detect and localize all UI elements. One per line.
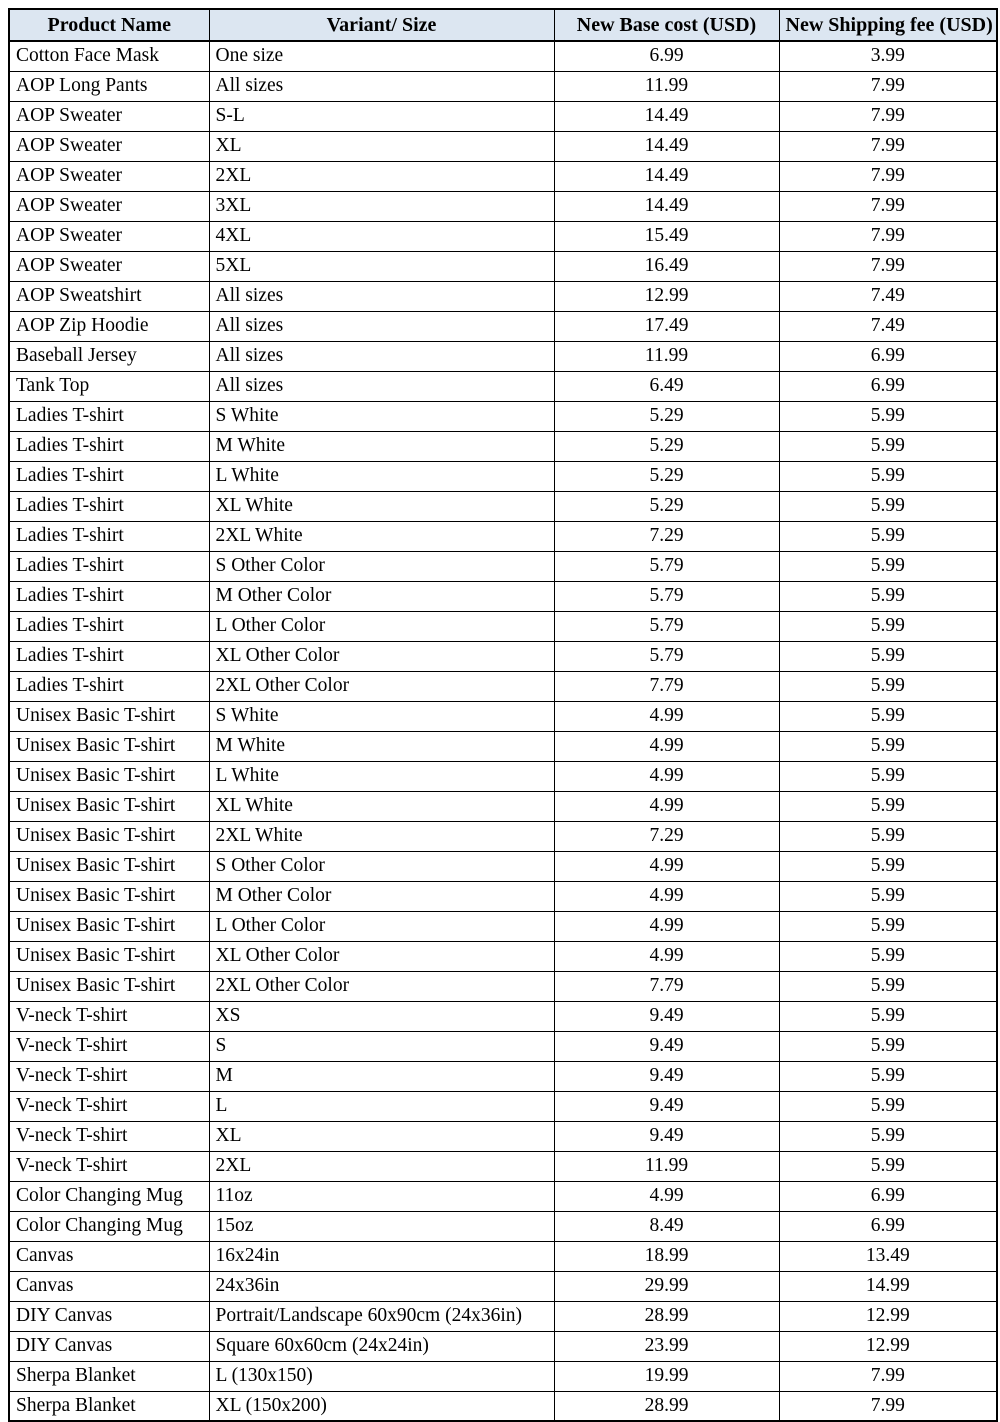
cell-variant-size: S Other Color	[209, 551, 554, 581]
table-row	[9, 701, 997, 731]
cell-variant-size: All sizes	[209, 371, 554, 401]
cell-product-name: Unisex Basic T-shirt	[9, 881, 209, 911]
cell-variant-size: 2XL Other Color	[209, 971, 554, 1001]
cell-new-base-cost: 4.99	[554, 761, 779, 791]
table-row	[9, 221, 997, 251]
cell-new-base-cost: 7.79	[554, 671, 779, 701]
cell-variant-size: L Other Color	[209, 911, 554, 941]
cell-new-shipping-fee: 5.99	[779, 581, 997, 611]
table-row	[9, 1001, 997, 1031]
cell-new-shipping-fee: 3.99	[779, 41, 997, 71]
cell-variant-size: Square 60x60cm (24x24in)	[209, 1331, 554, 1361]
table-row	[9, 131, 997, 161]
cell-new-base-cost: 4.99	[554, 881, 779, 911]
cell-variant-size: XL	[209, 1121, 554, 1151]
cell-new-shipping-fee: 5.99	[779, 611, 997, 641]
cell-new-base-cost: 5.29	[554, 431, 779, 461]
table-header-row	[9, 9, 997, 41]
cell-product-name: AOP Zip Hoodie	[9, 311, 209, 341]
cell-new-shipping-fee: 5.99	[779, 821, 997, 851]
cell-product-name: Unisex Basic T-shirt	[9, 731, 209, 761]
cell-product-name: Unisex Basic T-shirt	[9, 941, 209, 971]
table-row	[9, 1301, 997, 1331]
cell-product-name: Color Changing Mug	[9, 1211, 209, 1241]
cell-new-base-cost: 5.79	[554, 551, 779, 581]
cell-variant-size: 16x24in	[209, 1241, 554, 1271]
cell-product-name: Canvas	[9, 1271, 209, 1301]
cell-new-base-cost: 14.49	[554, 161, 779, 191]
cell-new-base-cost: 7.29	[554, 521, 779, 551]
cell-new-shipping-fee: 5.99	[779, 491, 997, 521]
cell-new-shipping-fee: 5.99	[779, 701, 997, 731]
cell-new-base-cost: 9.49	[554, 1121, 779, 1151]
cell-new-base-cost: 14.49	[554, 191, 779, 221]
cell-variant-size: 2XL White	[209, 521, 554, 551]
cell-new-shipping-fee: 7.99	[779, 191, 997, 221]
cell-new-shipping-fee: 6.99	[779, 371, 997, 401]
cell-variant-size: Portrait/Landscape 60x90cm (24x36in)	[209, 1301, 554, 1331]
cell-product-name: Unisex Basic T-shirt	[9, 821, 209, 851]
table-row	[9, 1391, 997, 1421]
table-row	[9, 191, 997, 221]
table-row	[9, 1181, 997, 1211]
cell-new-base-cost: 12.99	[554, 281, 779, 311]
cell-product-name: Sherpa Blanket	[9, 1361, 209, 1391]
cell-variant-size: 2XL	[209, 1151, 554, 1181]
cell-new-shipping-fee: 7.49	[779, 281, 997, 311]
cell-product-name: Ladies T-shirt	[9, 671, 209, 701]
table-row	[9, 641, 997, 671]
table-row	[9, 881, 997, 911]
table-row	[9, 611, 997, 641]
table-row	[9, 401, 997, 431]
cell-new-base-cost: 4.99	[554, 941, 779, 971]
cell-new-base-cost: 29.99	[554, 1271, 779, 1301]
cell-new-base-cost: 5.29	[554, 461, 779, 491]
cell-variant-size: 5XL	[209, 251, 554, 281]
cell-new-shipping-fee: 5.99	[779, 521, 997, 551]
cell-variant-size: 15oz	[209, 1211, 554, 1241]
cell-variant-size: All sizes	[209, 311, 554, 341]
table-row	[9, 461, 997, 491]
cell-new-shipping-fee: 7.99	[779, 1361, 997, 1391]
cell-new-shipping-fee: 7.99	[779, 131, 997, 161]
cell-product-name: Ladies T-shirt	[9, 551, 209, 581]
table-row	[9, 1091, 997, 1121]
cell-new-base-cost: 9.49	[554, 1091, 779, 1121]
cell-new-shipping-fee: 13.49	[779, 1241, 997, 1271]
cell-product-name: Ladies T-shirt	[9, 431, 209, 461]
cell-new-shipping-fee: 7.99	[779, 221, 997, 251]
cell-new-shipping-fee: 6.99	[779, 1211, 997, 1241]
column-header-product-name: Product Name	[9, 9, 209, 41]
cell-new-base-cost: 28.99	[554, 1301, 779, 1331]
table-row	[9, 941, 997, 971]
cell-variant-size: L White	[209, 461, 554, 491]
cell-product-name: AOP Sweatshirt	[9, 281, 209, 311]
cell-product-name: Ladies T-shirt	[9, 641, 209, 671]
cell-variant-size: All sizes	[209, 281, 554, 311]
cell-variant-size: 2XL White	[209, 821, 554, 851]
table-row	[9, 551, 997, 581]
table-row	[9, 911, 997, 941]
cell-new-shipping-fee: 5.99	[779, 761, 997, 791]
table-row	[9, 791, 997, 821]
cell-new-shipping-fee: 5.99	[779, 881, 997, 911]
cell-product-name: Unisex Basic T-shirt	[9, 791, 209, 821]
cell-product-name: V-neck T-shirt	[9, 1061, 209, 1091]
cell-new-base-cost: 4.99	[554, 731, 779, 761]
table-row	[9, 1211, 997, 1241]
table-row	[9, 371, 997, 401]
cell-product-name: V-neck T-shirt	[9, 1091, 209, 1121]
cell-new-base-cost: 4.99	[554, 851, 779, 881]
cell-new-shipping-fee: 5.99	[779, 671, 997, 701]
cell-new-shipping-fee: 5.99	[779, 1031, 997, 1061]
cell-variant-size: L Other Color	[209, 611, 554, 641]
cell-new-base-cost: 18.99	[554, 1241, 779, 1271]
cell-variant-size: M	[209, 1061, 554, 1091]
cell-product-name: DIY Canvas	[9, 1331, 209, 1361]
cell-new-shipping-fee: 5.99	[779, 851, 997, 881]
cell-new-base-cost: 5.29	[554, 491, 779, 521]
cell-product-name: Ladies T-shirt	[9, 611, 209, 641]
cell-new-base-cost: 9.49	[554, 1031, 779, 1061]
cell-new-shipping-fee: 7.99	[779, 101, 997, 131]
table-row	[9, 671, 997, 701]
table-row	[9, 311, 997, 341]
cell-new-base-cost: 5.79	[554, 581, 779, 611]
cell-new-shipping-fee: 5.99	[779, 401, 997, 431]
table-row	[9, 71, 997, 101]
cell-new-shipping-fee: 5.99	[779, 1151, 997, 1181]
table-row	[9, 431, 997, 461]
cell-product-name: AOP Sweater	[9, 131, 209, 161]
product-price-table	[8, 8, 998, 1422]
table-row	[9, 1031, 997, 1061]
column-header-new-shipping-fee: New Shipping fee (USD)	[779, 9, 997, 41]
cell-product-name: V-neck T-shirt	[9, 1001, 209, 1031]
cell-new-base-cost: 14.49	[554, 101, 779, 131]
cell-variant-size: 3XL	[209, 191, 554, 221]
cell-product-name: Color Changing Mug	[9, 1181, 209, 1211]
cell-product-name: Ladies T-shirt	[9, 401, 209, 431]
cell-variant-size: S Other Color	[209, 851, 554, 881]
cell-new-base-cost: 23.99	[554, 1331, 779, 1361]
cell-variant-size: 24x36in	[209, 1271, 554, 1301]
cell-product-name: AOP Sweater	[9, 191, 209, 221]
table-row	[9, 341, 997, 371]
cell-product-name: Ladies T-shirt	[9, 521, 209, 551]
table-row	[9, 1061, 997, 1091]
cell-new-shipping-fee: 5.99	[779, 641, 997, 671]
cell-variant-size: XL White	[209, 791, 554, 821]
cell-product-name: AOP Sweater	[9, 101, 209, 131]
cell-product-name: V-neck T-shirt	[9, 1151, 209, 1181]
cell-variant-size: L	[209, 1091, 554, 1121]
cell-variant-size: M White	[209, 731, 554, 761]
table-row	[9, 581, 997, 611]
cell-new-shipping-fee: 12.99	[779, 1301, 997, 1331]
table-row	[9, 1331, 997, 1361]
cell-variant-size: 2XL Other Color	[209, 671, 554, 701]
cell-variant-size: XL Other Color	[209, 941, 554, 971]
cell-new-shipping-fee: 14.99	[779, 1271, 997, 1301]
cell-new-base-cost: 11.99	[554, 1151, 779, 1181]
cell-new-shipping-fee: 5.99	[779, 911, 997, 941]
cell-new-base-cost: 6.99	[554, 41, 779, 71]
cell-product-name: Baseball Jersey	[9, 341, 209, 371]
cell-new-base-cost: 4.99	[554, 701, 779, 731]
cell-new-shipping-fee: 7.99	[779, 251, 997, 281]
cell-new-base-cost: 7.79	[554, 971, 779, 1001]
cell-new-shipping-fee: 5.99	[779, 791, 997, 821]
cell-product-name: V-neck T-shirt	[9, 1031, 209, 1061]
cell-new-base-cost: 7.29	[554, 821, 779, 851]
table-row	[9, 821, 997, 851]
cell-product-name: Unisex Basic T-shirt	[9, 851, 209, 881]
table-row	[9, 161, 997, 191]
cell-variant-size: 4XL	[209, 221, 554, 251]
cell-new-base-cost: 5.79	[554, 611, 779, 641]
cell-product-name: AOP Sweater	[9, 221, 209, 251]
cell-variant-size: S White	[209, 401, 554, 431]
table-row	[9, 521, 997, 551]
cell-variant-size: S-L	[209, 101, 554, 131]
cell-product-name: Canvas	[9, 1241, 209, 1271]
cell-product-name: V-neck T-shirt	[9, 1121, 209, 1151]
cell-new-shipping-fee: 5.99	[779, 941, 997, 971]
table-row	[9, 1151, 997, 1181]
cell-variant-size: 11oz	[209, 1181, 554, 1211]
column-header-variant-size: Variant/ Size	[209, 9, 554, 41]
cell-new-base-cost: 4.99	[554, 791, 779, 821]
cell-product-name: Unisex Basic T-shirt	[9, 761, 209, 791]
cell-new-shipping-fee: 5.99	[779, 1061, 997, 1091]
cell-new-shipping-fee: 6.99	[779, 1181, 997, 1211]
cell-variant-size: S White	[209, 701, 554, 731]
cell-product-name: AOP Sweater	[9, 161, 209, 191]
cell-new-base-cost: 19.99	[554, 1361, 779, 1391]
cell-product-name: Sherpa Blanket	[9, 1391, 209, 1421]
cell-new-base-cost: 9.49	[554, 1001, 779, 1031]
cell-product-name: Unisex Basic T-shirt	[9, 971, 209, 1001]
cell-new-base-cost: 16.49	[554, 251, 779, 281]
cell-new-shipping-fee: 7.99	[779, 1391, 997, 1421]
cell-variant-size: XL Other Color	[209, 641, 554, 671]
cell-new-shipping-fee: 5.99	[779, 431, 997, 461]
cell-variant-size: All sizes	[209, 71, 554, 101]
cell-product-name: DIY Canvas	[9, 1301, 209, 1331]
cell-variant-size: M White	[209, 431, 554, 461]
table-row	[9, 281, 997, 311]
cell-new-base-cost: 9.49	[554, 1061, 779, 1091]
table-row	[9, 761, 997, 791]
cell-new-base-cost: 11.99	[554, 71, 779, 101]
table-row	[9, 731, 997, 761]
cell-new-shipping-fee: 5.99	[779, 551, 997, 581]
table-row	[9, 851, 997, 881]
cell-new-shipping-fee: 7.49	[779, 311, 997, 341]
cell-product-name: Unisex Basic T-shirt	[9, 911, 209, 941]
cell-product-name: Unisex Basic T-shirt	[9, 701, 209, 731]
cell-product-name: Cotton Face Mask	[9, 41, 209, 71]
cell-new-base-cost: 4.99	[554, 1181, 779, 1211]
cell-variant-size: 2XL	[209, 161, 554, 191]
cell-new-base-cost: 11.99	[554, 341, 779, 371]
cell-new-base-cost: 14.49	[554, 131, 779, 161]
cell-variant-size: L (130x150)	[209, 1361, 554, 1391]
cell-product-name: AOP Long Pants	[9, 71, 209, 101]
cell-new-shipping-fee: 12.99	[779, 1331, 997, 1361]
cell-variant-size: M Other Color	[209, 881, 554, 911]
cell-new-shipping-fee: 6.99	[779, 341, 997, 371]
cell-new-shipping-fee: 5.99	[779, 1001, 997, 1031]
cell-new-shipping-fee: 5.99	[779, 1091, 997, 1121]
cell-new-base-cost: 28.99	[554, 1391, 779, 1421]
cell-new-shipping-fee: 5.99	[779, 731, 997, 761]
table-row	[9, 1241, 997, 1271]
cell-new-shipping-fee: 7.99	[779, 161, 997, 191]
cell-new-base-cost: 4.99	[554, 911, 779, 941]
cell-new-shipping-fee: 7.99	[779, 71, 997, 101]
table-row	[9, 491, 997, 521]
table-row	[9, 1271, 997, 1301]
cell-product-name: Ladies T-shirt	[9, 581, 209, 611]
cell-variant-size: XL (150x200)	[209, 1391, 554, 1421]
cell-product-name: Tank Top	[9, 371, 209, 401]
table-row	[9, 1121, 997, 1151]
cell-new-shipping-fee: 5.99	[779, 1121, 997, 1151]
cell-new-base-cost: 5.79	[554, 641, 779, 671]
table-row	[9, 41, 997, 71]
cell-product-name: Ladies T-shirt	[9, 491, 209, 521]
cell-variant-size: All sizes	[209, 341, 554, 371]
table-body	[9, 41, 997, 1421]
cell-variant-size: XL White	[209, 491, 554, 521]
table-row	[9, 971, 997, 1001]
table-row	[9, 1361, 997, 1391]
cell-variant-size: One size	[209, 41, 554, 71]
cell-new-shipping-fee: 5.99	[779, 971, 997, 1001]
cell-new-base-cost: 17.49	[554, 311, 779, 341]
cell-variant-size: S	[209, 1031, 554, 1061]
cell-variant-size: XL	[209, 131, 554, 161]
cell-new-base-cost: 5.29	[554, 401, 779, 431]
cell-new-base-cost: 6.49	[554, 371, 779, 401]
cell-product-name: AOP Sweater	[9, 251, 209, 281]
table-header	[9, 9, 997, 41]
cell-new-base-cost: 15.49	[554, 221, 779, 251]
cell-variant-size: XS	[209, 1001, 554, 1031]
cell-variant-size: L White	[209, 761, 554, 791]
cell-product-name: Ladies T-shirt	[9, 461, 209, 491]
cell-new-shipping-fee: 5.99	[779, 461, 997, 491]
cell-new-base-cost: 8.49	[554, 1211, 779, 1241]
column-header-new-base-cost: New Base cost (USD)	[554, 9, 779, 41]
table-row	[9, 101, 997, 131]
cell-variant-size: M Other Color	[209, 581, 554, 611]
table-row	[9, 251, 997, 281]
